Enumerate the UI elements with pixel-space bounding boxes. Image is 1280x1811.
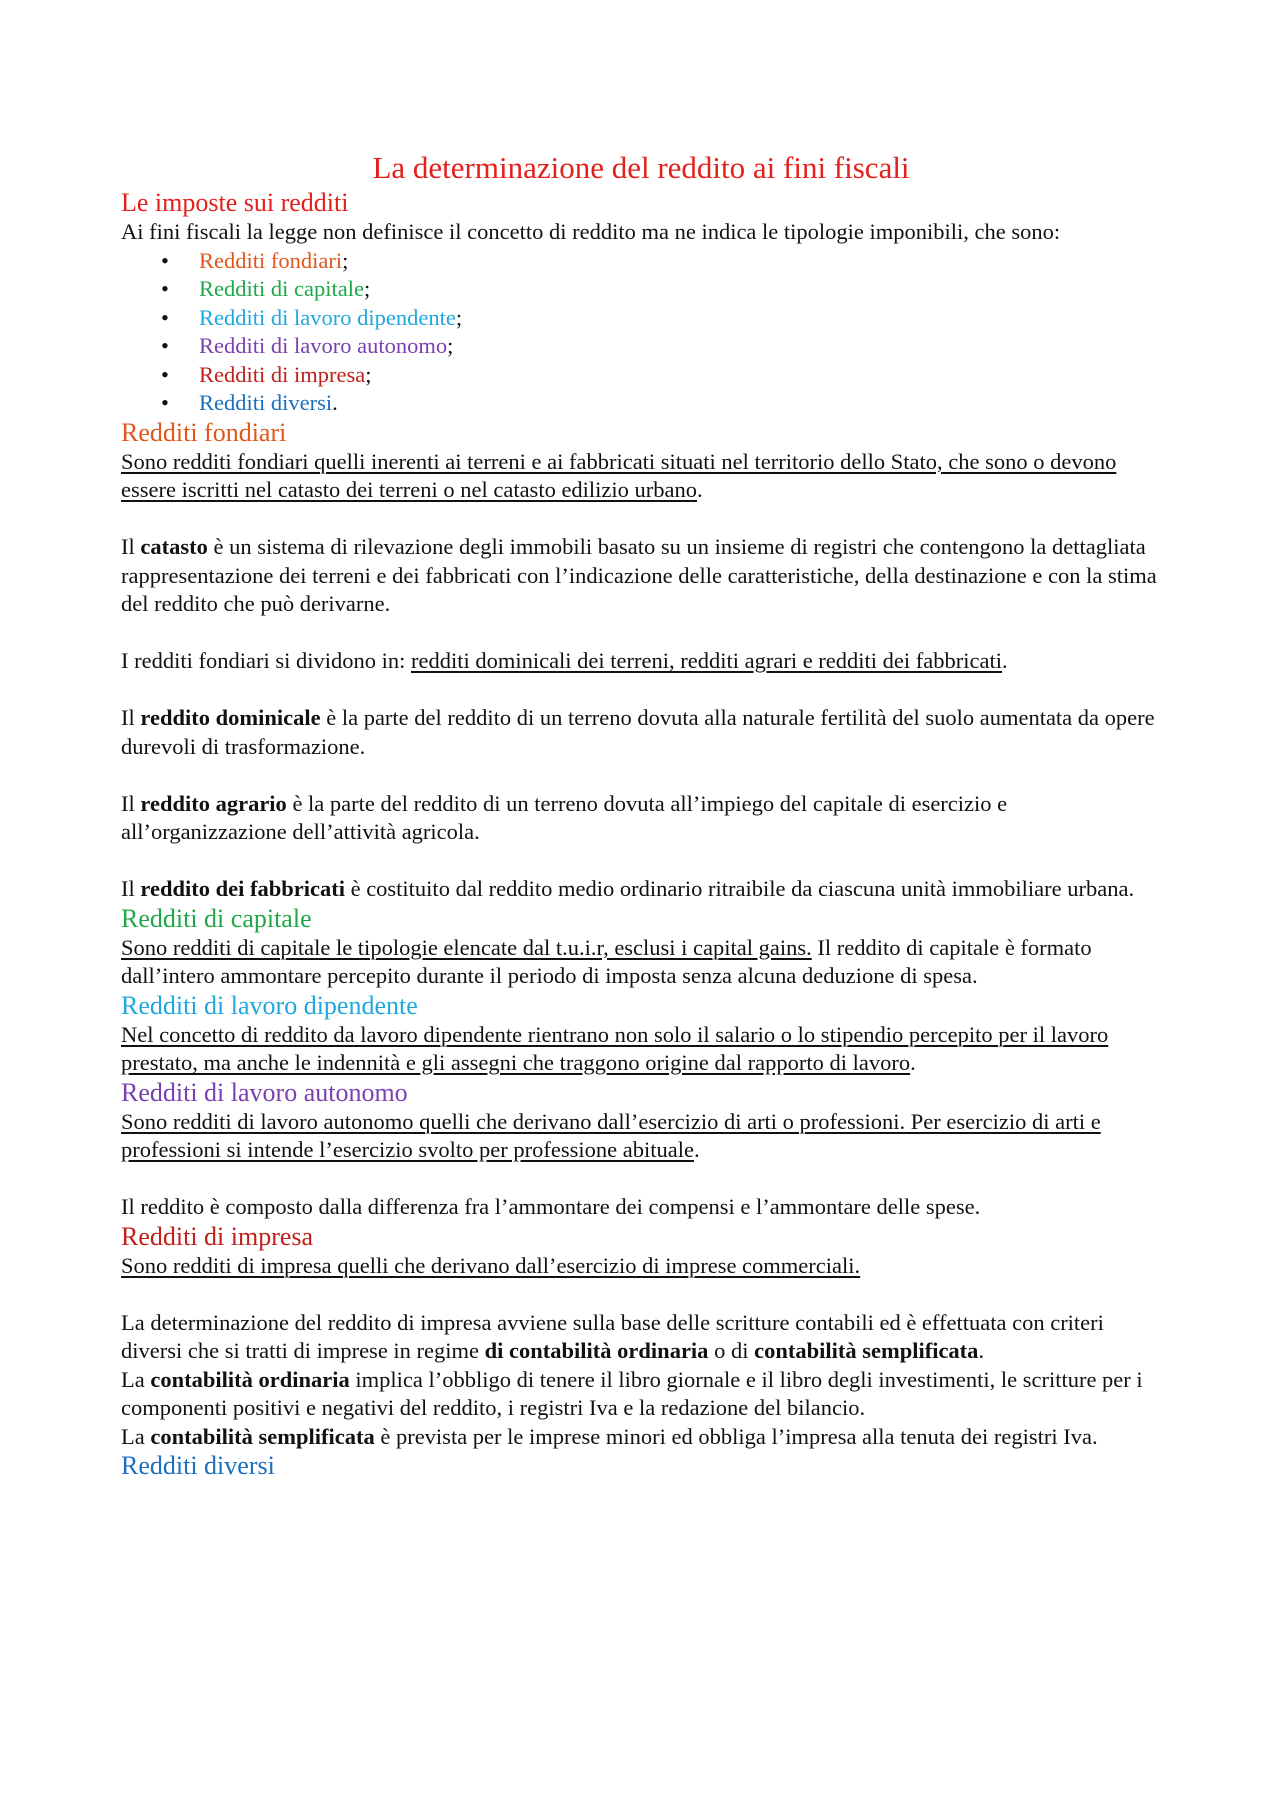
underlined-text: redditi dominicali dei terreni, redditi agrari e redditi dei fabbricati — [410, 648, 1002, 673]
bold-term: contabilità semplificata — [150, 1423, 375, 1449]
bold-term: contabilità ordinaria — [150, 1366, 350, 1392]
bold-term: di contabilità ordinaria — [484, 1338, 709, 1363]
punct: . — [1001, 648, 1008, 673]
bold-term: reddito agrario — [140, 790, 287, 816]
heading-capitale: Redditi di capitale — [121, 903, 312, 933]
underlined-text: Sono redditi di impresa quelli che derivano dall’esercizio di imprese commerciali. — [121, 1252, 861, 1278]
list-item-label: Redditi di lavoro autonomo — [199, 333, 448, 358]
list-item-punct: ; — [447, 333, 454, 358]
text-run: Il — [121, 534, 141, 559]
dominicale-paragraph — [121, 704, 1161, 761]
autonomo-definition — [121, 1108, 1161, 1165]
impresa-definition — [121, 1252, 1161, 1281]
list-item-punct: ; — [342, 247, 349, 273]
heading-autonomo: Redditi di lavoro autonomo — [121, 1077, 408, 1107]
text-run: è costituito dal reddito medio ordinario ritraibile da ciascuna unità immobiliare urbana. — [344, 876, 1135, 901]
bold-term: catasto — [140, 534, 208, 559]
ordinaria-paragraph — [121, 1366, 1161, 1423]
income-types-list — [121, 247, 1161, 418]
heading-diversi: Redditi diversi — [121, 1451, 275, 1480]
punct: . — [697, 477, 703, 502]
text-run: è la parte del reddito di un terreno dovuta alla naturale fertilità del suolo aumentata da opere durevoli di trasformazione. — [121, 705, 1155, 759]
list-item — [121, 389, 1161, 418]
capitale-paragraph — [121, 934, 1161, 991]
underlined-text: Sono redditi di capitale le tipologie elencate dal t.u.i.r, esclusi i capital gains. — [121, 934, 812, 960]
text-run: Il — [121, 790, 141, 816]
text-run: è prevista per le imprese minori ed obbliga l’impresa alla tenuta dei registri Iva. — [374, 1423, 1098, 1449]
text-run: I redditi fondiari si dividono in: — [121, 648, 411, 673]
determinazione-paragraph — [121, 1309, 1161, 1366]
punct: . — [978, 1338, 985, 1363]
bold-term: reddito dominicale — [140, 705, 321, 730]
underlined-text: Nel concetto di reddito da lavoro dipendente rientrano non solo il salario o lo stipendio percepito per il lavoro prestato, ma anche le indennità e gli assegni che traggono origine dal rapporto di lavoro — [121, 1021, 1109, 1075]
bold-term: reddito dei fabbricati — [140, 876, 345, 901]
dipendente-paragraph — [121, 1021, 1161, 1078]
text-run: o di — [708, 1338, 755, 1363]
punct: . — [910, 1050, 916, 1075]
text-run: La determinazione del reddito di impresa avviene sulla base delle scritture contabili ed è effettuata con criteri diversi che si tratti di imprese in regime — [121, 1309, 1104, 1363]
divisione-paragraph — [121, 647, 1161, 676]
heading-impresa: Redditi di impresa — [121, 1221, 314, 1251]
underlined-text: Sono redditi di lavoro autonomo quelli che derivano dall’esercizio di arti o professioni. Per esercizio di arti e professioni si intende l’esercizio svolto per professione abituale — [121, 1108, 1101, 1162]
text-run: Il — [121, 876, 141, 901]
underlined-text: Sono redditi fondiari quelli inerenti ai terreni e ai fabbricati situati nel territorio dello Stato, che sono o devono essere iscritti nel catasto dei terreni o nel catasto edilizio urbano — [121, 448, 1117, 502]
text-run: è la parte del reddito di un terreno dovuta all’impiego del capitale di esercizio e all’organizzazione dell’attività agricola. — [121, 790, 1008, 844]
punct: . — [693, 1137, 700, 1162]
list-item — [121, 332, 1161, 361]
text-run: Il reddito di capitale è formato dall’intero ammontare percepito durante il periodo di imposta senza alcuna deduzione di spesa. — [121, 934, 1092, 988]
heading-dipendente: Redditi di lavoro dipendente — [121, 990, 418, 1020]
list-item-label: Redditi di impresa — [199, 361, 366, 387]
text-run: Il — [121, 705, 141, 730]
list-item-label: Redditi di capitale — [199, 276, 364, 301]
intro-paragraph: Ai fini fiscali la legge non definisce il concetto di reddito ma ne indica le tipologie imponibili, che sono: — [121, 219, 1061, 244]
heading-fondiari: Redditi fondiari — [121, 417, 287, 447]
catasto-paragraph — [121, 533, 1161, 619]
list-item — [121, 361, 1161, 390]
heading-imposte: Le imposte sui redditi — [121, 188, 349, 217]
fondiari-definition — [121, 448, 1161, 505]
bold-term: contabilità semplificata — [754, 1338, 979, 1363]
fabbricati-paragraph — [121, 875, 1161, 904]
list-item-punct: ; — [363, 276, 371, 301]
list-item — [121, 304, 1161, 333]
text-run: La — [121, 1423, 151, 1449]
agrario-paragraph — [121, 790, 1161, 847]
list-item-punct: . — [332, 390, 338, 415]
semplificata-paragraph — [121, 1423, 1161, 1452]
autonomo-paragraph: Il reddito è composto dalla differenza fra l’ammontare dei compensi e l’ammontare delle spese. — [121, 1194, 981, 1219]
list-item — [121, 275, 1161, 304]
document-title: La determinazione del reddito ai fini fiscali — [372, 150, 910, 185]
list-item-punct: ; — [455, 304, 463, 330]
text-run: implica l’obbligo di tenere il libro giornale e il libro degli investimenti, le scritture per i componenti positivi e negativi del reddito, i registri Iva e la redazione del bilancio. — [121, 1366, 1143, 1420]
text-run: La — [121, 1366, 151, 1392]
list-item-label: Redditi fondiari — [199, 247, 343, 273]
document-page — [121, 150, 1161, 1481]
list-item-label: Redditi di lavoro dipendente — [199, 304, 456, 330]
list-item — [121, 247, 1161, 276]
list-item-punct: ; — [365, 361, 372, 387]
text-run: è un sistema di rilevazione degli immobili basato su un insieme di registri che contengono la dettagliata rappresentazione dei terreni e dei fabbricati con l’indicazione delle caratteristiche, della destinazione e con la stima del reddito che può derivarne. — [121, 534, 1157, 616]
list-item-label: Redditi diversi — [199, 390, 333, 415]
